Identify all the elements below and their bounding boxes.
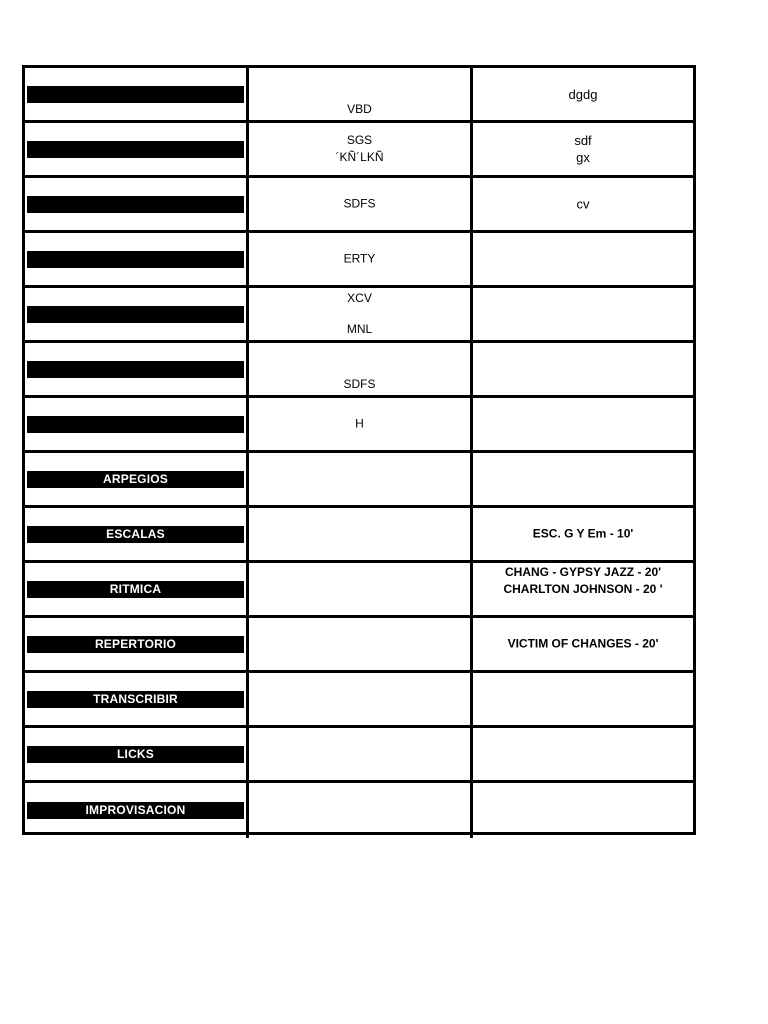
task-cell[interactable] <box>249 123 473 175</box>
label-cell[interactable] <box>25 783 249 838</box>
task-cell[interactable] <box>249 673 473 725</box>
label-cell[interactable] <box>25 563 249 615</box>
cell-line: SDFS <box>343 377 376 391</box>
cell-line: XCV <box>347 291 372 305</box>
detail-cell[interactable] <box>473 673 693 725</box>
detail-cell[interactable] <box>473 178 693 230</box>
category-label <box>27 361 244 378</box>
label-cell[interactable] <box>25 728 249 780</box>
label-cell[interactable] <box>25 673 249 725</box>
task-cell[interactable] <box>249 508 473 560</box>
table-row <box>25 398 693 453</box>
category-label: ARPEGIOS <box>27 471 244 488</box>
cell-line: cv <box>576 196 590 212</box>
task-cell[interactable] <box>249 68 473 120</box>
category-label: RITMICA <box>27 581 244 598</box>
task-cell[interactable] <box>249 728 473 780</box>
label-cell[interactable] <box>25 233 249 285</box>
cell-line: ´KÑ´LKÑ <box>335 150 384 164</box>
cell-line: VICTIM OF CHANGES - 20' <box>507 636 659 651</box>
detail-cell[interactable] <box>473 783 693 838</box>
cell-line: ERTY <box>343 251 376 266</box>
cell-line: MNL <box>346 322 373 336</box>
table-row <box>25 728 693 783</box>
category-label: LICKS <box>27 746 244 763</box>
label-cell[interactable] <box>25 398 249 450</box>
task-cell[interactable] <box>249 178 473 230</box>
detail-cell[interactable] <box>473 563 693 615</box>
category-label <box>27 141 244 158</box>
table-row <box>25 123 693 178</box>
detail-cell[interactable] <box>473 398 693 450</box>
label-cell[interactable] <box>25 178 249 230</box>
table-row <box>25 673 693 728</box>
label-cell[interactable] <box>25 68 249 120</box>
detail-cell[interactable] <box>473 508 693 560</box>
label-cell[interactable] <box>25 288 249 340</box>
label-cell[interactable] <box>25 343 249 395</box>
category-label <box>27 251 244 268</box>
cell-line: CHANG - GYPSY JAZZ - 20' <box>505 565 661 579</box>
table-row <box>25 68 693 123</box>
category-label <box>27 416 244 433</box>
label-cell[interactable] <box>25 123 249 175</box>
cell-line: CHARLTON JOHNSON - 20 ' <box>503 582 663 596</box>
detail-cell[interactable] <box>473 618 693 670</box>
task-cell[interactable] <box>249 618 473 670</box>
task-cell[interactable] <box>249 288 473 340</box>
cell-line: VBD <box>347 102 372 116</box>
category-label: REPERTORIO <box>27 636 244 653</box>
label-cell[interactable] <box>25 453 249 505</box>
table-row <box>25 288 693 343</box>
detail-cell[interactable] <box>473 343 693 395</box>
label-cell[interactable] <box>25 508 249 560</box>
cell-line: ESC. G Y Em - 10' <box>532 526 634 541</box>
table-row <box>25 178 693 233</box>
category-label: IMPROVISACION <box>27 802 244 819</box>
detail-cell[interactable] <box>473 728 693 780</box>
category-label <box>27 306 244 323</box>
task-cell[interactable] <box>249 453 473 505</box>
cell-line: SGS <box>346 133 373 147</box>
category-label: ESCALAS <box>27 526 244 543</box>
detail-cell[interactable] <box>473 288 693 340</box>
task-cell[interactable] <box>249 563 473 615</box>
detail-cell[interactable] <box>473 453 693 505</box>
detail-cell[interactable] <box>473 123 693 175</box>
practice-table <box>22 65 696 835</box>
table-row <box>25 343 693 398</box>
table-row <box>25 453 693 508</box>
cell-line: dgdg <box>568 87 598 102</box>
cell-line: sdf <box>574 133 592 148</box>
detail-cell[interactable] <box>473 68 693 120</box>
task-cell[interactable] <box>249 398 473 450</box>
category-label <box>27 196 244 213</box>
label-cell[interactable] <box>25 618 249 670</box>
cell-line: H <box>355 416 364 431</box>
category-label <box>27 86 244 103</box>
task-cell[interactable] <box>249 343 473 395</box>
table-row <box>25 508 693 563</box>
category-label: TRANSCRIBIR <box>27 691 244 708</box>
table-row <box>25 783 693 838</box>
detail-cell[interactable] <box>473 233 693 285</box>
cell-line: gx <box>576 150 590 165</box>
table-row <box>25 233 693 288</box>
task-cell[interactable] <box>249 233 473 285</box>
table-row <box>25 563 693 618</box>
task-cell[interactable] <box>249 783 473 838</box>
table-row <box>25 618 693 673</box>
cell-line: SDFS <box>343 196 376 211</box>
